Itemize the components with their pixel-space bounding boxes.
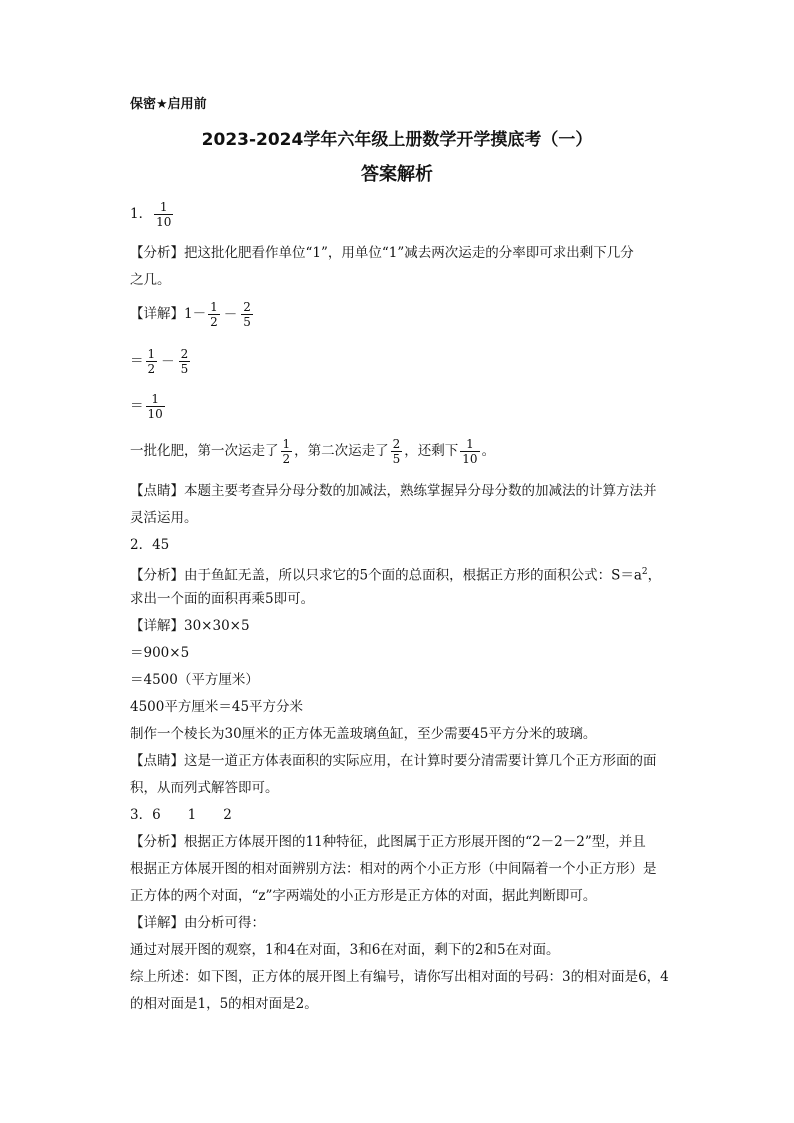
fraction-one-tenth: $\frac{1}{10}$ [462, 437, 478, 466]
q3-analysis: 【分析】根据正方体展开图的11种特征，此图属于正方形展开图的“2－2－2”型，并且 [130, 834, 646, 850]
q2-point: 【点睛】这是一道正方体表面积的实际应用，在计算时要分清需要计算几个正方形面的面 [130, 753, 657, 769]
fraction-one-half: $\frac{1}{2}$ [147, 347, 156, 376]
q2-detail-2: ＝900×5 [130, 645, 190, 661]
q2-detail-4: 4500平方厘米＝45平方分米 [130, 699, 304, 715]
q1-answer [130, 200, 175, 229]
secret-label: 保密★启用前 [130, 97, 207, 112]
q3-analysis-cont: 根据正方体展开图的相对面辨别方法：相对的两个小正方形（中间隔着一个小正方形）是 [130, 861, 657, 877]
q1-analysis-cont: 之几。 [130, 272, 171, 288]
fraction-two-fifths: $\frac{2}{5}$ [392, 437, 401, 466]
q2-detail-3: ＝4500（平方厘米） [130, 672, 259, 688]
q2-detail-1: 【详解】30×30×5 [130, 618, 250, 634]
fraction-two-fifths: $\frac{2}{5}$ [180, 347, 189, 376]
q2-analysis: 【分析】由于鱼缸无盖，所以只求它的5个面的总面积，根据正方形的面积公式：$S=a^2$， [130, 567, 662, 584]
fraction-one-half: $\frac{1}{2}$ [210, 300, 218, 329]
fraction-one-half: $\frac{1}{2}$ [282, 437, 291, 466]
fraction-two-fifths: $\frac{2}{5}$ [243, 300, 251, 329]
q3-detail-2: 通过对展开图的观察，1和4在对面，3和6在对面，剩下的2和5在对面。 [130, 942, 560, 958]
q2-point-cont: 积，从而列式解答即可。 [130, 780, 279, 796]
q2-answer: 2．45 [130, 537, 170, 553]
q3-answer: 3．6 1 2 [130, 807, 232, 823]
q1-answer-fraction: $\frac{1}{10}$ [156, 200, 172, 229]
q1-analysis: 【分析】把这批化肥看作单位“1”，用单位“1”减去两次运走的分率即可求出剩下几分 [130, 245, 634, 261]
fraction-one-tenth: $\frac{1}{10}$ [147, 392, 163, 421]
q1-detail-line2: ＝ $\frac{1}{2}$ － $\frac{2}{5}$ [130, 347, 189, 376]
q3-analysis-cont2: 正方体的两个对面，“z”字两端处的小正方形是正方体的对面，据此判断即可。 [130, 888, 597, 904]
q1-point-cont: 灵活运用。 [130, 510, 198, 526]
q1-detail-line3: ＝ $\frac{1}{10}$ [130, 392, 163, 421]
q1-detail-line1: 【详解】1－ $\frac{1}{2}$ － $\frac{2}{5}$ [130, 300, 251, 329]
q3-detail-4: 的相对面是1，5的相对面是2。 [130, 996, 318, 1012]
q3-detail-1: 【详解】由分析可得： [130, 915, 265, 931]
q1-conclusion: 一批化肥，第一次运走了 $\frac{1}{2}$ ，第二次运走了 $\frac{2}{5}$ ，还剩下 $\frac{1}{10}$ 。 [130, 437, 496, 466]
page-subtitle: 答案解析 [361, 164, 433, 185]
page-title: 2023-2024学年六年级上册数学开学摸底考（一） [201, 130, 593, 150]
q1-number: 1． [130, 206, 153, 222]
q1-point: 【点睛】本题主要考查异分母分数的加减法，熟练掌握异分母分数的加减法的计算方法并 [130, 483, 657, 499]
q2-detail-5: 制作一个棱长为30厘米的正方体无盖玻璃鱼缸，至少需要45平方分米的玻璃。 [130, 726, 597, 742]
q3-detail-3: 综上所述：如下图，正方体的展开图上有编号，请你写出相对面的号码：3的相对面是6，4 [130, 969, 669, 985]
q2-analysis-cont: 求出一个面的面积再乘5即可。 [130, 591, 315, 607]
